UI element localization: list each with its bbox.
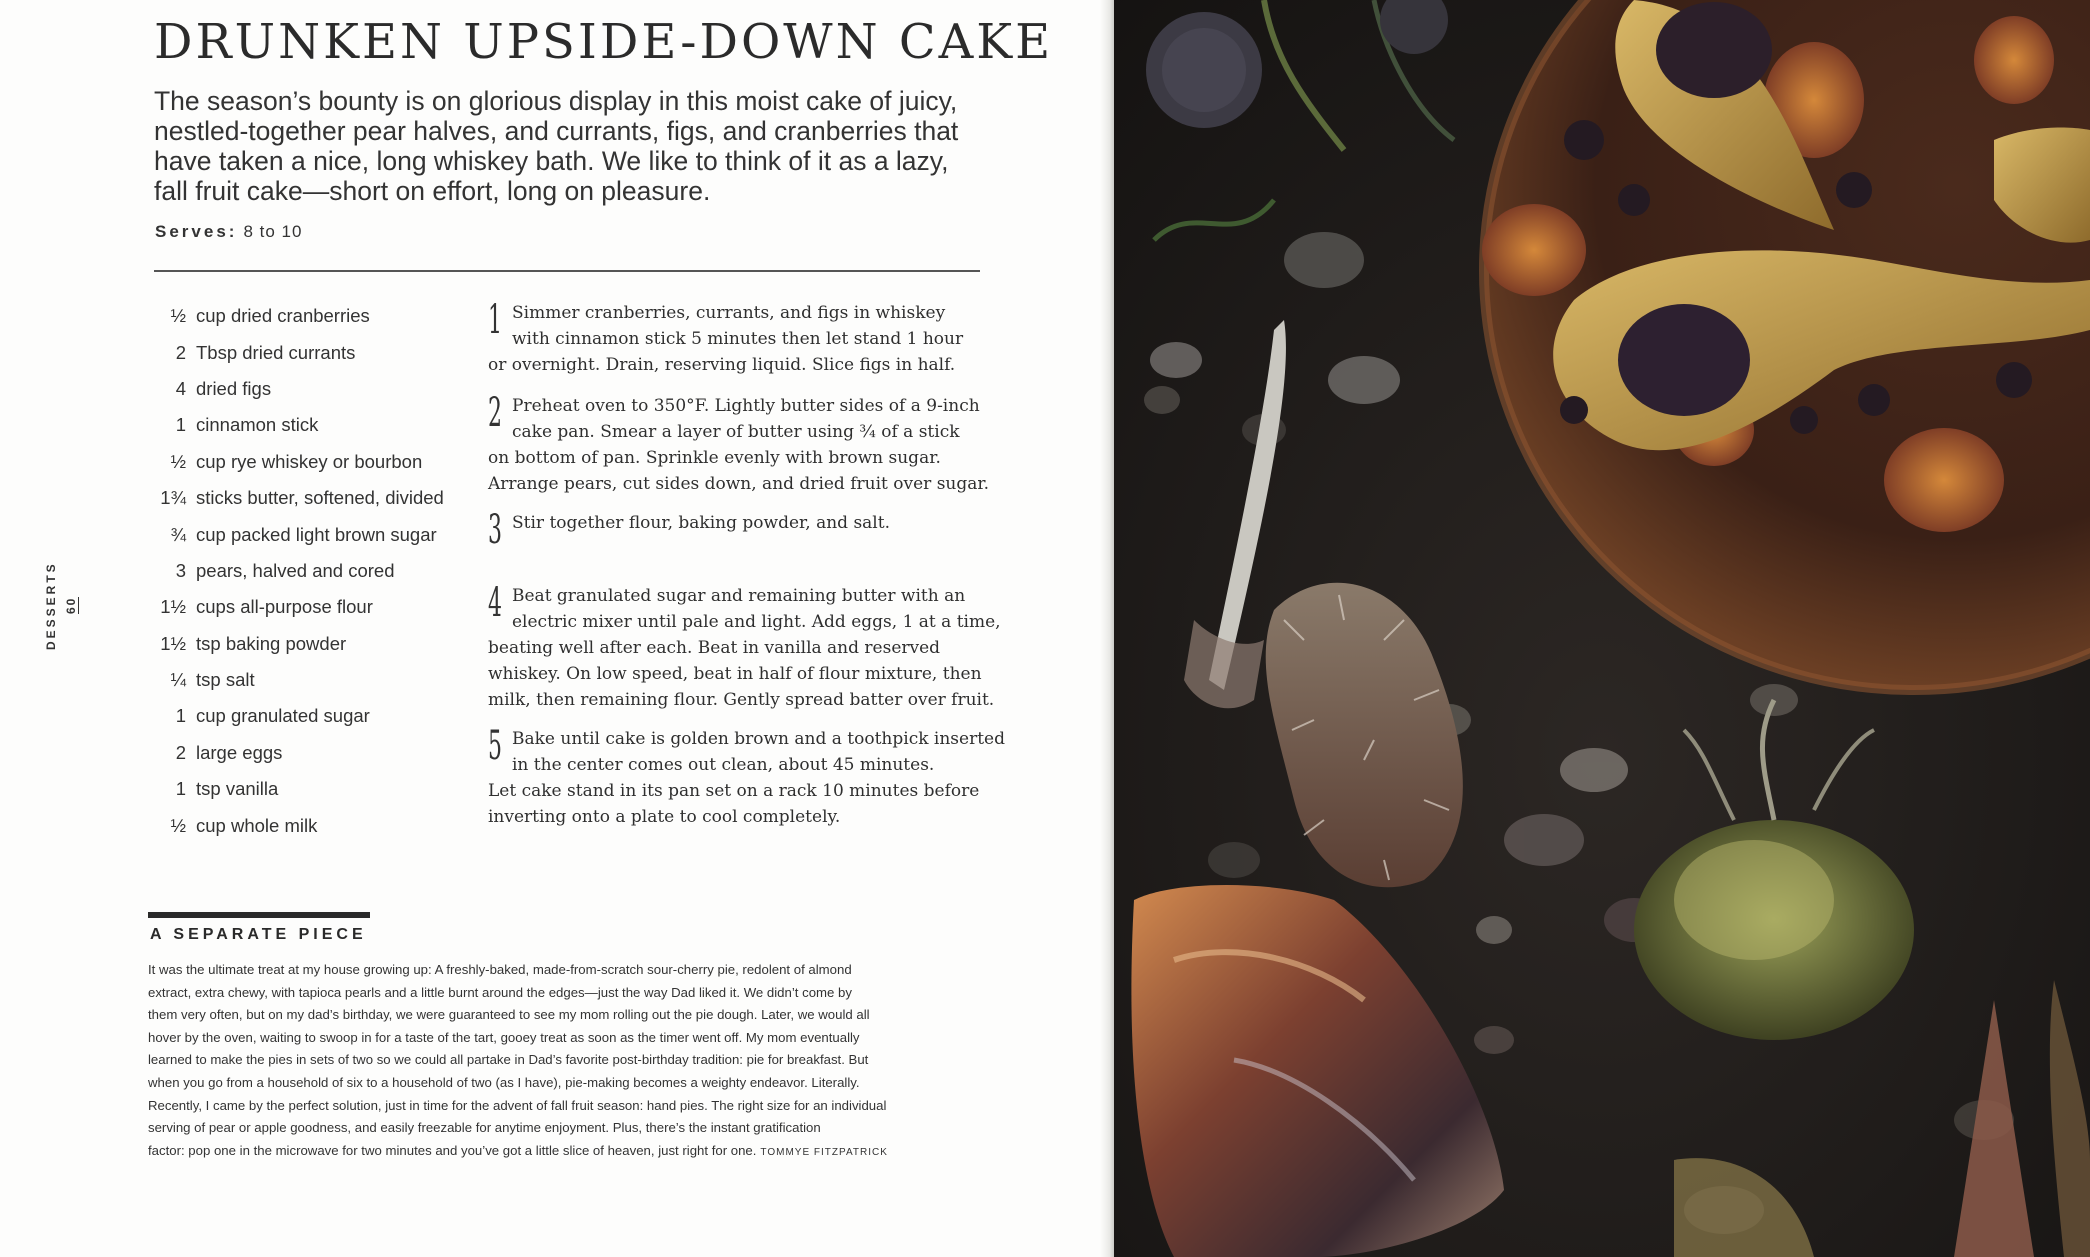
ingredient-name: cup granulated sugar [196,705,370,727]
ingredient-name: cups all-purpose flour [196,596,373,618]
essay-line: extract, extra chewy, with tapioca pearls and a little burnt around the edges—just the way Dad liked it. We didn’t come by [148,984,852,1000]
essay-line: Recently, I came by the perfect solution, just in time for the advent of fall fruit season: hand pies. The right size for an individual [148,1097,887,1113]
ingredient-name: cup dried cranberries [196,305,370,327]
step-line: whiskey. On low speed, beat in half of flour mixture, then [488,664,982,684]
ingredient-item [148,553,488,589]
step-number: 5 [488,723,502,769]
cake-photo [1114,0,2090,1257]
ingredient-item [148,444,488,480]
fig-half [1974,16,2054,104]
step-line: beating well after each. Beat in vanilla and reserved [488,638,941,658]
step-line: with cinnamon stick 5 minutes then let stand 1 hour [512,329,964,349]
step-number: 4 [488,580,502,626]
intro-line: nestled-together pear halves, and currants, figs, and cranberries that [154,116,959,146]
essay-last-line: factor: pop one in the microwave for two minutes and you’ve got a little slice of heaven, just right for one. [148,1142,757,1158]
step-line: in the center comes out clean, about 45 minutes. [512,755,935,775]
essay-line [148,1140,978,1165]
step-number: 3 [488,507,502,553]
step-line: on bottom of pan. Sprinkle evenly with brown sugar. [488,448,941,468]
separate-piece-bar [148,912,370,918]
ingredient-name: cup packed light brown sugar [196,523,437,545]
ingredient-item [148,334,488,370]
ingredient-qty: ½ [170,450,186,472]
method-step [488,723,1005,830]
essay-line: It was the ultimate treat at my house growing up: A freshly-baked, made-from-scratch sour-cherry pie, redolent of almond [148,962,852,977]
ingredient-qty: 1½ [160,632,186,654]
ingredient-name: tsp baking powder [196,632,347,654]
ingredient-name: tsp salt [196,669,255,691]
essay-author: TOMMYE FITZPATRICK [760,1146,888,1158]
step-line: Preheat oven to 350°F. Lightly butter sides of a 9-inch [512,396,980,416]
step-line: or overnight. Drain, reserving liquid. Slice figs in half. [488,355,956,375]
ingredient-qty: 1¾ [160,487,186,509]
folio-page-number: 60 [64,596,78,614]
intro-line: fall fruit cake—short on effort, long on pleasure. [154,176,711,206]
ingredient-item [148,516,488,552]
step-line: inverting onto a plate to cool completely. [488,807,841,827]
method-step [488,297,988,378]
step-line: cake pan. Smear a layer of butter using ¾ of a stick [512,422,960,442]
step-number: 2 [488,390,502,436]
ingredient-qty: ¾ [170,523,186,545]
serves-label: Serves: [155,222,238,241]
step-line: Bake until cake is golden brown and a toothpick inserted [512,729,1005,749]
intro-line: have taken a nice, long whiskey bath. We like to think of it as a lazy, [154,146,949,176]
essay-line: learned to make the pies in sets of two so we could all partake in Dad’s favorite post-birthday tradition: pie for breakfast. But [148,1052,869,1068]
essay-line: serving of pear or apple goodness, and easily freezable for anytime enjoyment. Plus, there’s the instant gratification [148,1120,821,1136]
ingredient-item [148,771,488,807]
ingredient-item [148,407,488,443]
essay-line: them very often, but on my dad’s birthday, we were guaranteed to see my mom rolling out the pie dough. Later, we would all [148,1007,870,1023]
pear-core [1618,304,1750,416]
step-number: 1 [488,297,502,343]
separate-piece-body [148,959,978,1164]
ingredient-item [148,735,488,771]
ingredient-qty: 3 [175,559,186,581]
ingredient-item [148,589,488,625]
ingredient-item [148,662,488,698]
ingredient-name: Tbsp dried currants [196,341,356,363]
ingredient-item [148,298,488,334]
ingredient-qty: 1 [175,705,186,727]
section-divider [154,270,980,272]
step-line: Simmer cranberries, currants, and figs in whiskey [512,303,946,323]
ingredient-name: cup whole milk [196,814,318,836]
ingredient-qty: 1 [175,414,186,436]
ingredient-item [148,698,488,734]
ingredient-qty: ¼ [170,669,186,691]
ingredient-name: large eggs [196,741,283,763]
step-line: electric mixer until pale and light. Add eggs, 1 at a time, [512,612,1001,632]
ingredient-qty: 2 [175,741,186,763]
ingredient-qty: ½ [170,305,186,327]
ingredient-name: pears, halved and cored [196,559,395,581]
ingredient-name: tsp vanilla [196,778,279,800]
ingredient-name: dried figs [196,377,272,399]
recipe-title: DRUNKEN UPSIDE-DOWN CAKE [154,14,1054,70]
ingredient-item [148,807,488,843]
step-line: milk, then remaining flour. Gently spread batter over fruit. [488,690,995,710]
step-line: Let cake stand in its pan set on a rack 10 minutes before [488,781,980,801]
intro-line: The season’s bounty is on glorious display in this moist cake of juicy, [154,86,958,116]
ingredient-qty: 1½ [160,596,186,618]
method-step [488,507,988,553]
ingredient-qty: 4 [175,377,186,399]
method-step [488,580,1001,713]
ingredient-item [148,480,488,516]
separate-piece-heading: A SEPARATE PIECE [150,926,367,943]
page-folio [44,561,80,654]
method-step [488,390,990,497]
ingredient-list [148,298,488,844]
step-line: Arrange pears, cut sides down, and dried fruit over sugar. [488,474,990,494]
essay-line: hover by the oven, waiting to swoop in for a taste of the tart, gooey treat as soon as the timer went off. My mom eventually [148,1029,860,1045]
ingredient-qty: 1 [175,778,186,800]
ingredient-item [148,626,488,662]
pear-core [1656,2,1772,98]
ingredient-name: sticks butter, softened, divided [196,487,444,509]
serves-value: 8 to 10 [243,222,303,241]
serves-info [155,222,302,242]
ingredient-qty: 2 [175,341,186,363]
fig-half [1884,428,2004,532]
ingredient-qty: ½ [170,814,186,836]
ingredient-item [148,371,488,407]
folio-section: DESSERTS [44,561,58,650]
essay-line: when you go from a household of six to a household of two (as I have), pie-making becomes a weighty endeavor. Literally. [148,1074,860,1090]
ingredient-name: cinnamon stick [196,414,319,436]
step-line: Stir together flour, baking powder, and salt. [512,513,890,533]
recipe-intro [154,86,999,206]
ingredient-name: cup rye whiskey or bourbon [196,450,423,472]
step-line: Beat granulated sugar and remaining butter with an [512,586,966,606]
fig-half [1482,204,1586,296]
